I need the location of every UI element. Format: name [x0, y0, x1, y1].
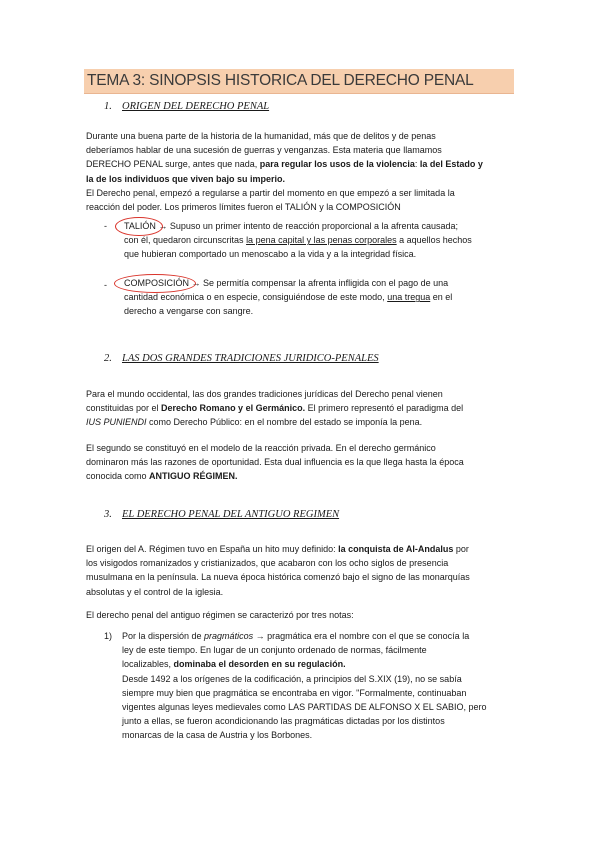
text-line: Para el mundo occidental, las dos grandes tradiciones jurídicas del Derecho penal vienen [86, 389, 443, 399]
section-1-number: 1. [104, 101, 112, 112]
list-item-1-text [122, 629, 487, 743]
text-line: constituidas por el Derecho Romano y el Germánico. El primero representó el paradigma del [86, 403, 464, 414]
section-3-heading [104, 509, 339, 520]
section-1-paragraph [86, 129, 483, 214]
talion-bullet-text [124, 219, 472, 262]
text-line: junto a ellas, se fueron acondicionando las pragmáticas dictadas por los distintos [122, 716, 445, 727]
text-line: ley de este tiempo. En lugar de un conjunto ordenado de normas, fácilmente [122, 645, 427, 656]
text-line: vigentes algunas leyes medievales como LAS PARTIDAS DE ALFONSO X EL SABIO, pero [122, 702, 487, 713]
text-line: musulmana en la península. La nueva época histórica comenzó bajo el signo de las monarquías [86, 572, 470, 583]
text-line: localizables, dominaba el desorden en su regulación. [122, 659, 346, 670]
text-line: con él, quedaron circunscritas la pena capital y las penas corporales a aquellos hechos [124, 235, 472, 246]
text-line: siempre muy bien que pragmática se encontraba en vigor. "Formalmente, continuaban [122, 687, 467, 698]
section-2-paragraph-1 [86, 387, 463, 430]
text-line: El Derecho penal, empezó a regularse a partir del momento en que empezó a ser limitada la [86, 187, 455, 198]
title-banner [84, 69, 514, 94]
section-2-title: LAS DOS GRANDES TRADICIONES JURIDICO-PENALES [122, 353, 379, 364]
text-line: absolutas y el control de la iglesia. [86, 586, 224, 597]
text-line: monarcas de la casa de Austria y los Borbones. [122, 730, 313, 741]
composicion-bullet-text [124, 276, 452, 319]
bullet-dash: - [104, 221, 107, 231]
text-line: deberíamos hablar de una sucesión de guerras y venganzas. Esta materia que llamamos [86, 145, 442, 156]
list-marker: 1) [104, 631, 113, 641]
text-line: TALIÓN → Supuso un primer intento de reacción proporcional a la afrenta causada; [124, 221, 459, 231]
section-3-number: 3. [104, 509, 112, 520]
section-2-number: 2. [104, 353, 112, 364]
page-title: TEMA 3: SINOPSIS HISTORICA DEL DERECHO PENAL [87, 72, 474, 89]
section-2-heading [104, 353, 379, 364]
section-1-heading [104, 101, 269, 112]
bullet-dash: - [104, 280, 107, 290]
text-line: El origen del A. Régimen tuvo en España un hito muy definido: la conquista de Al-Andalus por [86, 544, 469, 554]
text-line: la de los individuos que viven bajo su imperio. [86, 173, 286, 184]
section-3-paragraph-2: El derecho penal del antiguo régimen se caracterizó por tres notas: [86, 610, 354, 620]
text-line: DERECHO PENAL surge, antes que nada, para regular los usos de la violencia: la del Estado y [86, 159, 483, 170]
text-line: reacción del poder. Los primeros límites fueron el TALIÓN y la COMPOSICIÓN [86, 202, 401, 213]
text-line: conocida como ANTIGUO RÉGIMEN. [86, 471, 238, 482]
text-line: Desde 1492 a los orígenes de la codificación, a principios del S.XIX (19), no se sabía [122, 673, 462, 684]
text-line: derecho a vengarse con sangre. [124, 306, 254, 317]
text-line: Por la dispersión de pragmáticos → pragmática era el nombre con el que se conocía la [122, 631, 470, 641]
text-line: los visigodos romanizados y cristianizados, que acabaron con los ocho siglos de presencia [86, 558, 449, 569]
composicion-term: COMPOSICIÓN [124, 278, 190, 288]
text-line: Durante una buena parte de la historia de la humanidad, más que de delitos y de penas [86, 131, 436, 141]
text-line: El segundo se constituyó en el modelo de la reacción privada. En el derecho germánico [86, 443, 436, 453]
talion-term: TALIÓN [124, 221, 156, 231]
section-2-paragraph-2 [86, 441, 464, 484]
section-3-paragraph-1 [86, 542, 470, 599]
text-line: cantidad económica o en especie, consiguiéndose de este modo, una tregua en el [124, 292, 453, 303]
section-1-title: ORIGEN DEL DERECHO PENAL [122, 101, 270, 112]
text-line: COMPOSICIÓN → Se permitía compensar la afrenta infligida con el pago de una [124, 278, 449, 288]
text-line: IUS PUNIENDI como Derecho Público: en el nombre del estado se imponía la pena. [86, 417, 423, 428]
section-3-title: EL DERECHO PENAL DEL ANTIGUO REGIMEN [122, 509, 340, 520]
text-line: que hubieran comportado un menoscabo a la vida y a la integridad física. [124, 249, 417, 260]
text-line: dominaron más las razones de oportunidad. Esta dual influencia es la que llega hasta la época [86, 457, 464, 468]
